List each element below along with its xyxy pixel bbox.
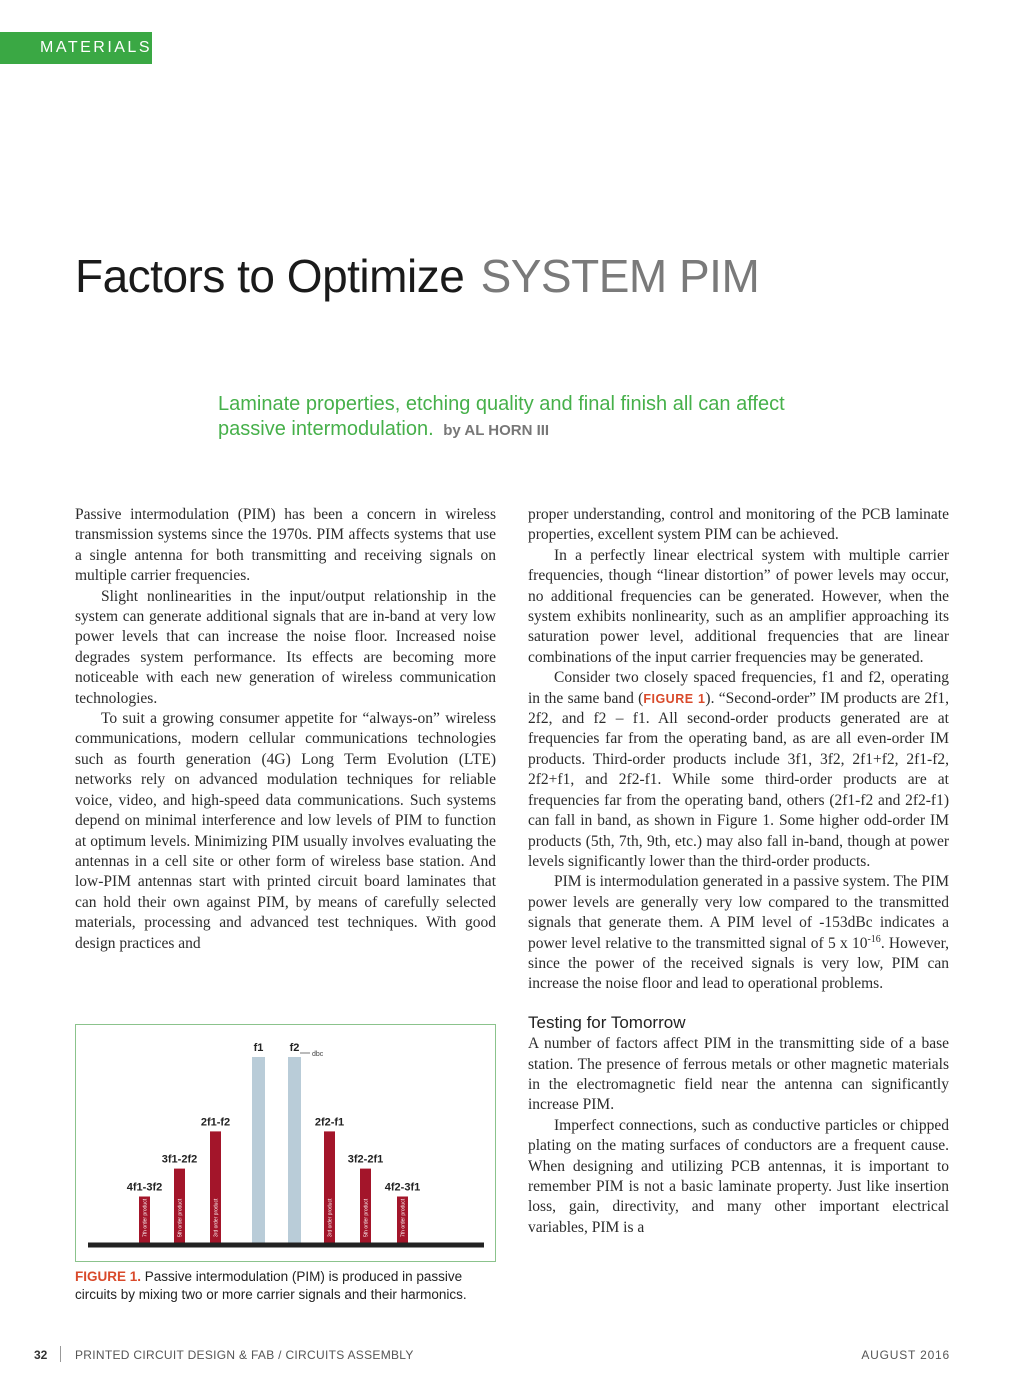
bar-order-note: 3rd order product bbox=[327, 1198, 334, 1237]
byline: by AL HORN III bbox=[443, 422, 550, 439]
title-accent: SYSTEM PIM bbox=[480, 250, 760, 302]
deck-text: Laminate properties, etching quality and final finish all can affect passive intermodulation. bbox=[218, 393, 785, 440]
caption-text: Passive intermodulation (PIM) is produced in passive circuits by mixing two or more carrier signals and their harmonics. bbox=[75, 1269, 467, 1302]
figure-reference: FIGURE 1 bbox=[643, 691, 706, 706]
bar-label-2f2-f1: 2f2-f1 bbox=[314, 1116, 345, 1129]
figure-caption bbox=[75, 1268, 496, 1304]
page-footer bbox=[0, 1346, 1024, 1364]
paragraph bbox=[528, 668, 949, 872]
bar-label-f1: f1 bbox=[253, 1042, 264, 1054]
spectrum-bar-f1 bbox=[252, 1057, 265, 1243]
dbc-label: dbc bbox=[312, 1051, 324, 1058]
bar-label-4f2-3f1: 4f2-3f1 bbox=[384, 1181, 421, 1194]
bar-label-f2: f2 bbox=[289, 1042, 300, 1054]
title-main: Factors to Optimize bbox=[75, 250, 465, 302]
pim-spectrum-chart bbox=[76, 1025, 497, 1263]
footer-divider bbox=[60, 1346, 61, 1362]
paragraph: To suit a growing consumer appetite for “always-on” wireless communications, modern cellular communications technologies such as fourth generation (4G) Long Term Evolution (LTE) networks rely on advanced modulation techniques for reliable voice, video, and high-speed data communications. Such systems depend on minimal interference and low levels of PIM to function at optimum levels. Minimizing PIM usually involves evaluating the antennas in a cell site or other form of wireless base station. And low-PIM antennas start with printed circuit board laminates that can hold their own against PIM, by means of carefully selected materials, processing and advanced test techniques. With good design practices and bbox=[75, 710, 496, 952]
paragraph: Imperfect connections, such as conductive particles or chipped plating on the mating surfaces of conductors are a frequent cause. When designing and utilizing PCB antennas, it is important to remember PIM is not a basic laminate property. Just like insertion loss, gain, directivity, and many other important electrical variables, PIM is a bbox=[528, 1116, 949, 1236]
article-deck bbox=[218, 392, 818, 443]
paragraph-text: Consider two closely spaced frequencies, f1 and f2, operating in the same band ( bbox=[528, 669, 949, 707]
right-column bbox=[528, 505, 949, 1238]
paragraph-text: ). “Second-order” IM products are 2f1, 2f2, and f2 – f1. All second-order products generated are at frequencies far from the operating band, as are all even-order IM products. Third-order products include 3f1, 3f2, 2f1+f2, 2f1-f2, 2f2+f1, and 2f2-f1. While some third-order products are at frequencies far from the operating band, others (2f1-f2 and 2f2-f1) can fall in band, as shown in Figure 1. Some higher odd-order IM products (5th, 7th, 9th, etc.) may also fall in-band, though at power levels significantly lower than the third-order products. bbox=[528, 689, 949, 870]
section-label: MATERIALS bbox=[40, 39, 152, 56]
paragraph-text: PIM is intermodulation generated in a passive system. The PIM power levels are generally very low compared to the transmitted signals that generate them. A PIM level of -153dBc indicates a power level relative to the transmitted signal of 5 x 10 bbox=[528, 873, 949, 952]
bar-label-2f1-f2: 2f1-f2 bbox=[200, 1116, 231, 1129]
bar-label-3f1-2f2: 3f1-2f2 bbox=[161, 1153, 198, 1166]
bar-order-note: 3rd order product bbox=[213, 1198, 220, 1237]
section-subhead: Testing for Tomorrow bbox=[528, 1012, 686, 1032]
exponent: -16 bbox=[867, 933, 881, 945]
section-tab bbox=[0, 32, 152, 64]
bar-order-note: 7th order product bbox=[142, 1198, 149, 1237]
bar-order-note: 5th order product bbox=[363, 1198, 370, 1237]
paragraph: Passive intermodulation (PIM) has been a concern in wireless transmission systems since the 1970s. PIM affects systems that use a single antenna for both transmitting and receiving signals on multiple carrier frequencies. bbox=[75, 506, 496, 585]
page-number: 32 bbox=[34, 1348, 48, 1362]
paragraph bbox=[528, 872, 949, 994]
paragraph: Slight nonlinearities in the input/output relationship in the system can generate additional signals that are in-band at very low power levels that can increase the noise floor. Increased noise degrades system performance. Its effects are becoming more noticeable with each new generation of wireless communication technologies. bbox=[75, 587, 496, 707]
publication-name: PRINTED CIRCUIT DESIGN & FAB / CIRCUITS ASSEMBLY bbox=[75, 1348, 414, 1362]
article-title bbox=[75, 246, 759, 306]
paragraph: proper understanding, control and monitoring of the PCB laminate properties, excellent system PIM can be achieved. bbox=[528, 506, 949, 544]
paragraph-text: . However, since the power of the received signals is very low, PIM can increase the noise floor and lead to operational problems. bbox=[528, 934, 949, 993]
bar-label-4f1-3f2: 4f1-3f2 bbox=[126, 1181, 163, 1194]
bar-order-note: 7th order product bbox=[400, 1198, 407, 1237]
left-column bbox=[75, 505, 496, 954]
bar-label-3f2-2f1: 3f2-2f1 bbox=[347, 1153, 384, 1166]
paragraph: In a perfectly linear electrical system with multiple carrier frequencies, though “linear distortion” of power levels may occur, no additional frequencies can be generated. However, when the system exhibits nonlinearity, such as an amplifier approaching its saturation power level, additional frequencies that are linear combinations of the input carrier frequencies may be generated. bbox=[528, 546, 949, 666]
issue-date: AUGUST 2016 bbox=[861, 1348, 950, 1362]
spectrum-bar-f2 bbox=[288, 1057, 301, 1243]
bar-order-note: 5th order product bbox=[177, 1198, 184, 1237]
caption-label: FIGURE 1. bbox=[75, 1269, 142, 1284]
paragraph: A number of factors affect PIM in the transmitting side of a base station. The presence of ferrous metals or other magnetic materials in the electromagnetic field near the antenna can significantly increase PIM. bbox=[528, 1035, 949, 1114]
figure-1 bbox=[75, 1024, 496, 1262]
